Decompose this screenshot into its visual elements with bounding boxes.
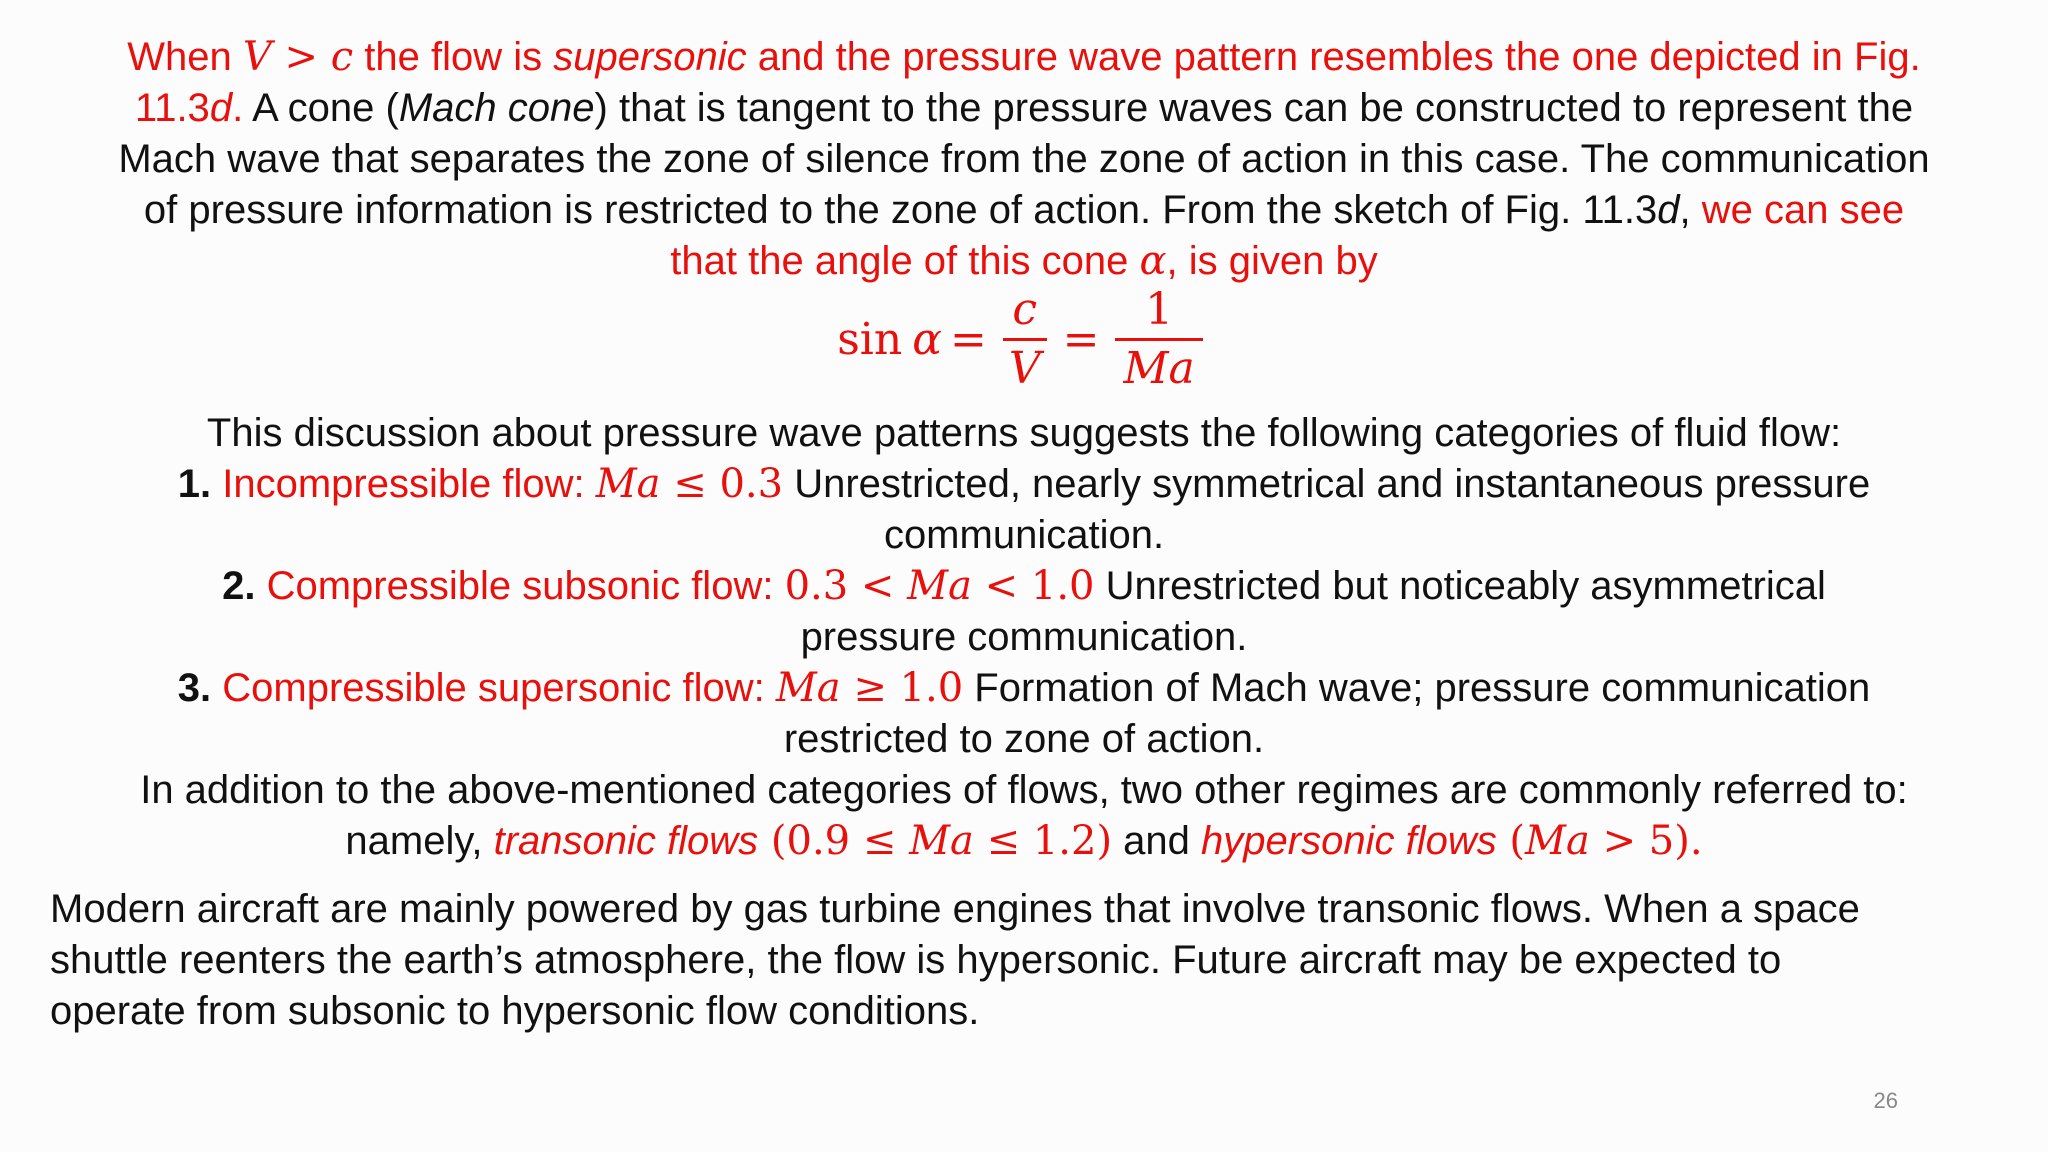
item1-math-ma: Ma <box>595 461 661 507</box>
para1-line5 <box>40 236 2008 287</box>
hypersonic-math-ma: Ma <box>1525 818 1590 864</box>
item3-line1 <box>40 663 2008 714</box>
text-dot: . <box>232 86 244 130</box>
item2-math-lower: 0.3 < <box>784 563 908 609</box>
item3-label: Compressible supersonic flow: <box>211 666 776 710</box>
item1-math-range: ≤ 0.3 <box>660 461 784 507</box>
text-and: and <box>1112 819 1202 863</box>
item2-label: Compressible subsonic flow: <box>255 564 785 608</box>
regimes-line1: In addition to the above-mentioned categories of flows, two other regimes are commonly referred to: <box>140 768 1908 812</box>
math-alpha: α <box>1139 238 1167 284</box>
math-c: c <box>330 34 354 80</box>
item1-label: Incompressible flow: <box>211 462 596 506</box>
closing-paragraph <box>50 884 2010 1037</box>
item2-description: Unrestricted but noticeably asymmetrical <box>1094 564 1826 608</box>
categories-intro: This discussion about pressure wave patterns suggests the following categories of fluid flow: <box>206 411 1842 455</box>
text-given-by: , is given by <box>1166 239 1378 283</box>
text-hypersonic-flows: hypersonic flows <box>1201 819 1497 863</box>
text-mach-cone: Mach cone <box>398 86 595 130</box>
hypersonic-math-range: > 5). <box>1589 818 1703 864</box>
supersonic-paragraph <box>40 32 2008 287</box>
fraction-c-over-v <box>1003 282 1047 397</box>
page-number: 26 <box>1873 1088 1898 1113</box>
text-fig-number: 11.3 <box>134 86 210 130</box>
fraction-numerator-c: c <box>1012 284 1038 335</box>
text-comma: , <box>1679 188 1691 232</box>
text-tangent: ) that is tangent to the pressure waves can be constructed to represent the <box>594 86 1914 130</box>
category-item-3 <box>40 663 2008 765</box>
fraction-1-over-ma <box>1115 282 1202 397</box>
para1-line2 <box>40 83 2008 134</box>
closing-line2: shuttle reenters the earth’s atmosphere, the flow is hypersonic. Future aircraft may be expected to <box>50 938 1782 982</box>
item2-description-cont: pressure communication. <box>800 615 1248 659</box>
item2-math-upper: < 1.0 <box>971 563 1095 609</box>
formula-equals-1: = <box>949 314 987 365</box>
category-item-2 <box>40 561 2008 663</box>
formula-equals-2: = <box>1062 314 1100 365</box>
transonic-math-upper: ≤ 1.2) <box>973 818 1113 864</box>
regimes-line2 <box>40 816 2008 867</box>
text-when: When <box>127 35 243 79</box>
closing-line1: Modern aircraft are mainly powered by gas turbine engines that involve transonic flows. When a space <box>50 887 1860 931</box>
item3-math-range: ≥ 1.0 <box>840 665 964 711</box>
item1-number: 1. <box>177 462 212 506</box>
text-transonic-flows: transonic flows <box>493 819 759 863</box>
item3-description: Formation of Mach wave; pressure communication <box>963 666 1871 710</box>
math-v: V <box>242 34 272 80</box>
text-flow-is: the flow is <box>353 35 554 79</box>
transonic-math-lower: (0.9 ≤ <box>758 818 910 864</box>
item3-number: 3. <box>177 666 212 710</box>
item1-description: Unrestricted, nearly symmetrical and instantaneous pressure <box>783 462 1871 506</box>
item2-line1 <box>40 561 2008 612</box>
text-communication: of pressure information is restricted to the zone of action. From the sketch of Fig. 11.3 <box>143 188 1658 232</box>
text-fig-d: d <box>209 86 233 130</box>
formula-alpha: α <box>912 314 942 365</box>
regimes-paragraph <box>40 765 2008 867</box>
transonic-math-ma: Ma <box>909 818 974 864</box>
closing-line3: operate from subsonic to hypersonic flow conditions. <box>50 989 980 1033</box>
text-a-cone: A cone ( <box>243 86 399 130</box>
text-fig-d2: d <box>1657 188 1680 232</box>
category-item-1 <box>40 459 2008 561</box>
text-supersonic: supersonic <box>553 35 747 79</box>
text-we-can-see: we can see <box>1690 188 1905 232</box>
mach-angle-formula <box>0 282 2048 397</box>
item3-description-cont: restricted to zone of action. <box>783 717 1265 761</box>
fraction-numerator-1: 1 <box>1145 284 1174 335</box>
item3-math-ma: Ma <box>775 665 841 711</box>
text-resembles: and the pressure wave pattern resembles the one depicted in Fig. <box>746 35 1921 79</box>
para1-line3: Mach wave that separates the zone of silence from the zone of action in this case. The communication <box>118 137 1930 181</box>
hypersonic-math-open: ( <box>1496 818 1526 864</box>
text-angle: that the angle of this cone <box>670 239 1140 283</box>
text-namely: namely, <box>345 819 494 863</box>
fraction-denominator-ma: Ma <box>1115 338 1202 397</box>
item2-number: 2. <box>222 564 256 608</box>
para1-line1 <box>40 32 2008 83</box>
fraction-denominator-v: V <box>1003 338 1047 397</box>
para1-line4 <box>40 185 2008 236</box>
item1-line1 <box>40 459 2008 510</box>
formula-sin: sin <box>837 314 903 365</box>
item1-description-cont: communication. <box>883 513 1165 557</box>
math-gt: > <box>271 34 331 80</box>
item2-math-ma: Ma <box>907 563 972 609</box>
